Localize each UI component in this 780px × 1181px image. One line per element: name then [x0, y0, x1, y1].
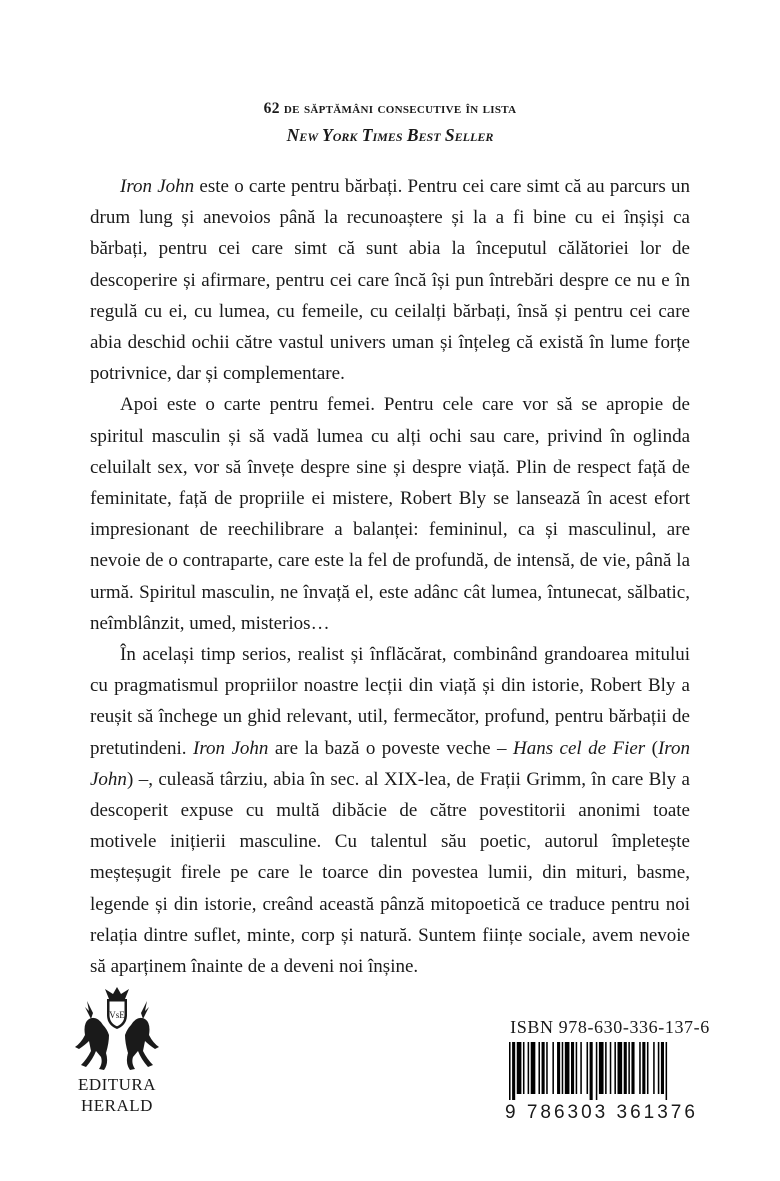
bestseller-list-name: New York Times Best Seller	[286, 125, 494, 145]
barcode-bar	[605, 1042, 607, 1094]
isbn-label: ISBN 978-630-336-137-6	[510, 1017, 710, 1037]
barcode-bar	[610, 1042, 612, 1094]
barcode-bar	[618, 1042, 623, 1094]
italic-title: Iron John	[120, 176, 195, 197]
blurb-text	[90, 171, 690, 982]
barcode-bar	[631, 1042, 634, 1094]
blurb-paragraph	[90, 639, 690, 982]
barcode-bar	[647, 1042, 649, 1094]
barcode-bar	[538, 1042, 540, 1094]
barcode-bar	[653, 1042, 655, 1094]
cover-header	[0, 96, 780, 148]
barcode-bars	[505, 1042, 715, 1100]
italic-title: Iron John	[193, 737, 269, 759]
isbn-barcode	[505, 1017, 715, 1124]
barcode-bar	[639, 1042, 641, 1094]
barcode-bar	[565, 1042, 570, 1094]
barcode-digits: 9 786303 361376	[505, 1102, 698, 1123]
barcode-bar	[557, 1042, 560, 1094]
publisher-name-line1: EDITURA	[77, 1075, 157, 1094]
barcode-bar	[523, 1042, 525, 1094]
text-run: Apoi este o carte pentru femei. Pentru cele care vor să se apropie de spiritul masculin și să vadă lumea cu alți ochi sau care, privind în oglinda celuilalt sex, vor să învețe despre sine și despre viață. Plin de respect față de feminitate, față de propriile ei mistere, Robert Bly se lansează în acest efort impresionant de reechilibrare a balanței: femininul, ca și masculinul, are nevoie de o contraparte, care este la fel de profundă, de intensă, de vie, până la urmă. Spiritul masculin, ne învață el, este adânc cât lumea, întunecat, sălbatic, neîmblânzit, umed, misterios…	[90, 394, 690, 634]
barcode-bar	[512, 1042, 515, 1100]
blurb-paragraph	[90, 171, 690, 389]
stag-crest-icon	[69, 985, 165, 1073]
barcode-bar	[542, 1042, 545, 1094]
barcode-bar	[628, 1042, 630, 1094]
barcode-bar	[642, 1042, 645, 1094]
barcode-bar	[599, 1042, 604, 1094]
barcode-bar	[624, 1042, 627, 1094]
text-run: În același timp serios, realist și înflăcărat, combinând grandoarea mitului cu pragmatismul propriilor noastre lecții din viață și din istorie, Robert Bly a reușit să închege un ghid relevant, util, fermecător, profund, pentru bărbații de pretutindeni.	[90, 644, 690, 759]
bestseller-weeks-line: 62 de săptămâni consecutive în lista	[263, 100, 517, 117]
blurb-paragraph	[90, 389, 690, 639]
italic-title: Iron John	[90, 737, 691, 790]
barcode-bar	[576, 1042, 578, 1094]
text-run: are la bază o poveste veche –	[268, 737, 513, 759]
publisher-logo	[62, 985, 172, 1115]
barcode-bar	[528, 1042, 530, 1094]
barcode-bar	[509, 1042, 511, 1100]
publisher-name-line2: HERALD	[81, 1096, 153, 1115]
barcode-bar	[596, 1042, 598, 1100]
barcode-bar	[658, 1042, 660, 1094]
barcode-bar	[562, 1042, 564, 1094]
text-run: este o carte pentru bărbați. Pentru cei care simt că au parcurs un drum lung și anevoios până la recunoaștere și la a fi bine cu ei înșiși ca bărbați, pentru cei care simt că sunt abia la începutul călătoriei lor de descoperire și afirmare, pentru cei care încă își pun întrebări despre ce nu e în regulă cu ei, cu lumea, cu femeile, cu ceilalți bărbați, însă și pentru cei care abia deschid ochii către vastul univers uman și înțeleg că există în lume forțe potrivnice, dar și complementare.	[90, 176, 690, 385]
barcode-bar	[590, 1042, 593, 1100]
barcode-bar	[666, 1042, 668, 1100]
barcode-bar	[552, 1042, 554, 1094]
text-run: ) –, culeasă târziu, abia în sec. al XIX-lea, de Frații Grimm, în care Bly a descoperit expuse cu multă dibăcie de către povestitorii anonimi toate motivele inițierii masculine. Cu talentul său poetic, autorul împletește meșteșugit firele pe care le toarce din povestea lumii, din mituri, basme, legende și din istorie, creând această pânză mitopoetică ce traduce pentru noi relația dintre suflet, minte, corp și natură. Suntem ființe sociale, avem nevoie să aparținem înainte de a deveni noi înșine.	[90, 768, 690, 978]
barcode-bar	[661, 1042, 664, 1094]
barcode-bar	[614, 1042, 616, 1094]
barcode-bar	[587, 1042, 589, 1094]
italic-title: Hans cel de Fier	[512, 737, 646, 759]
barcode-bar	[546, 1042, 548, 1094]
barcode-bar	[571, 1042, 574, 1094]
barcode-bar	[580, 1042, 582, 1094]
svg-text:VsE: VsE	[109, 1010, 125, 1020]
text-run: (	[645, 737, 658, 759]
barcode-bar	[517, 1042, 522, 1094]
barcode-bar	[531, 1042, 536, 1094]
